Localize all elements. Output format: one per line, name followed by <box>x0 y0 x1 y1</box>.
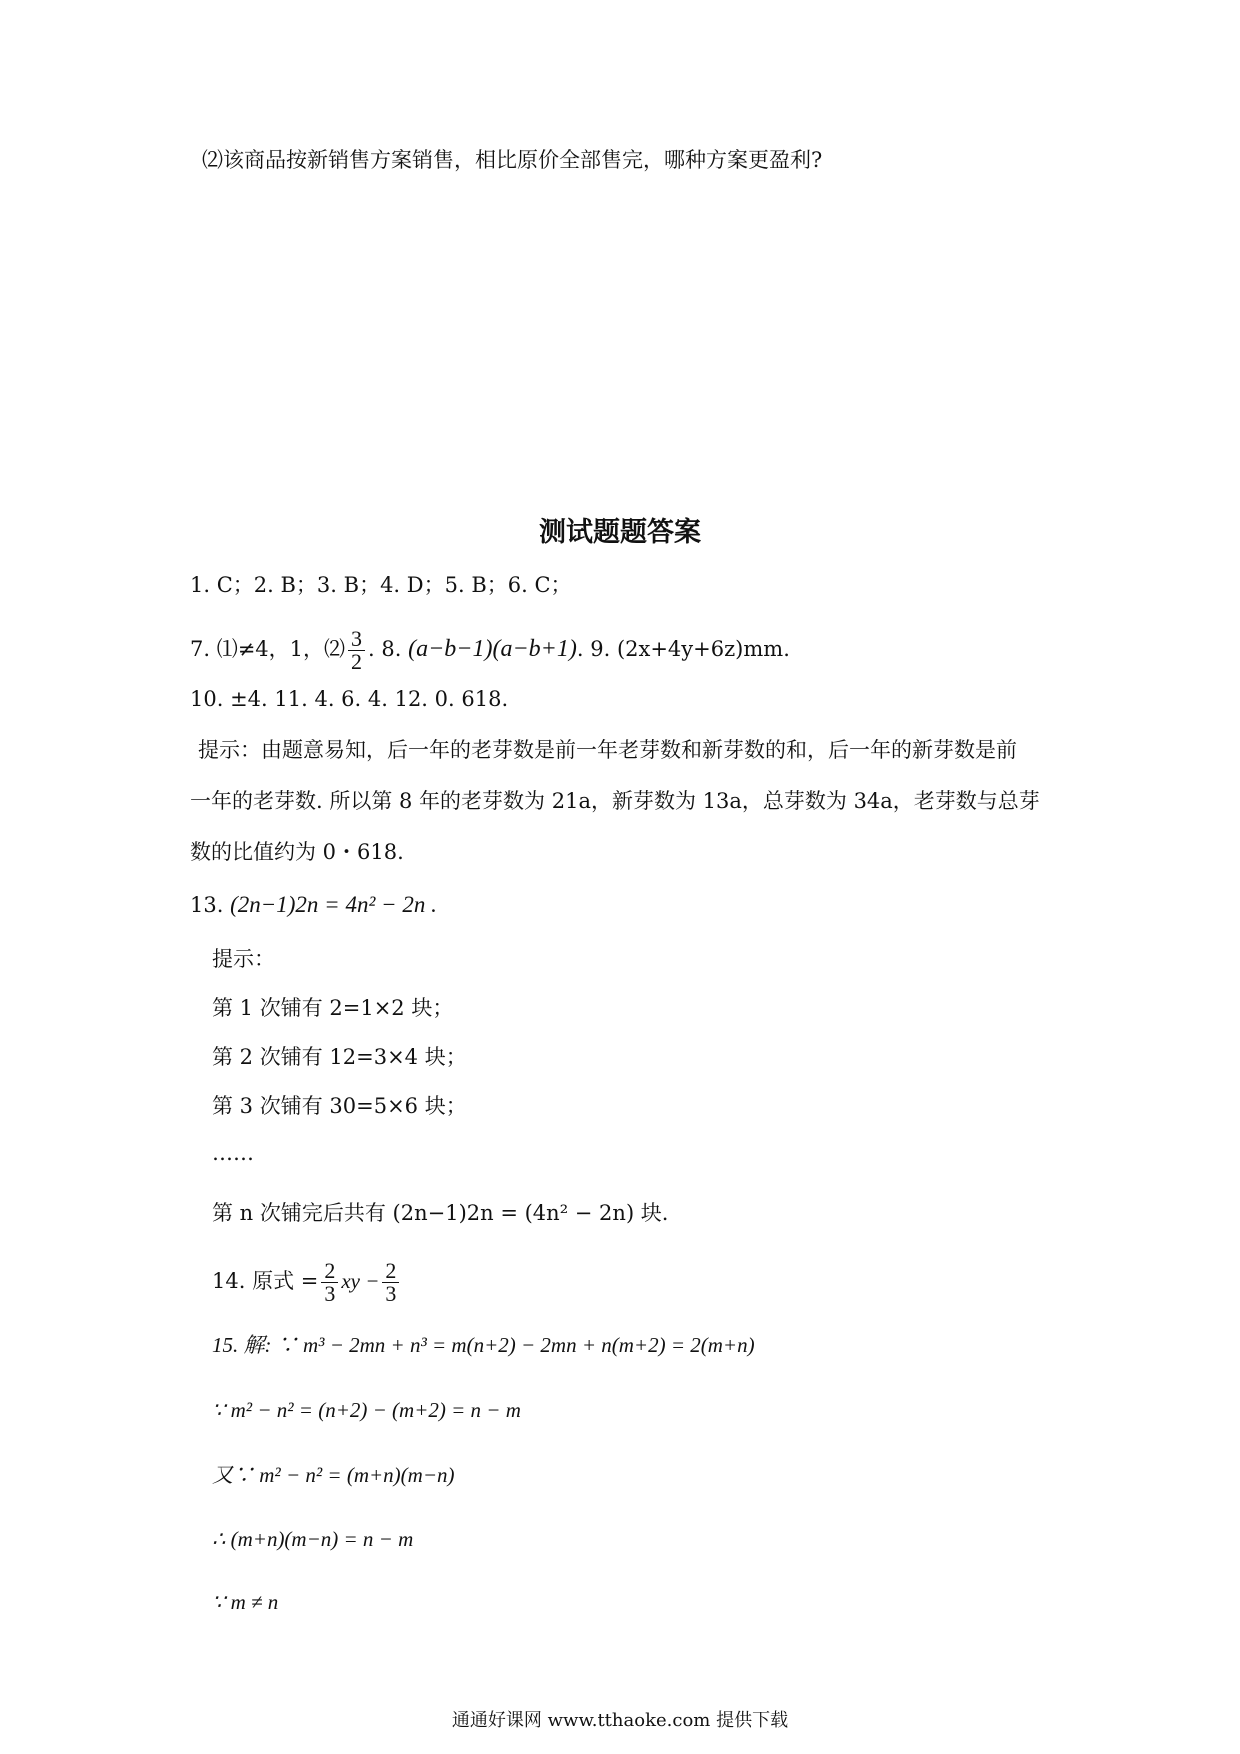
answers-title: 测试题题答案 <box>539 517 701 548</box>
hint-12-line-1: 提示：由题意易知，后一年的老芽数是前一年老芽数和新芽数的和，后一年的新芽数是前 <box>198 738 1017 762</box>
answer-15-line-4: ∴ (m+n)(m−n) = n − m <box>212 1527 414 1551</box>
q9-label: . 9. <box>576 637 611 661</box>
answer-line-10-12: 10. ±4. 11. 4. 6. 4. 12. 0. 618. <box>190 687 509 711</box>
hint-13-title: 提示： <box>212 947 275 971</box>
answer-15-line-5: ∵ m ≠ n <box>212 1590 279 1614</box>
answer-line-14 <box>212 1260 402 1305</box>
q13-expression: (2n−1)2n = 4n² − 2n . <box>230 892 437 917</box>
answer-line-7-9 <box>190 628 790 673</box>
q8-label: . 8. <box>368 637 402 661</box>
q7-prefix: 7. ⑴≠4，1，⑵ <box>190 637 346 661</box>
q14-prefix: 14. 原式 = <box>212 1269 319 1293</box>
answer-15-line-1: 15. 解: ∵ m³ − 2mn + n³ = m(n+2) − 2mn + n(m+2) = 2(m+n) <box>212 1333 755 1357</box>
q8-expression: (a−b−1)(a−b+1) <box>408 636 577 662</box>
page-footer: 通通好课网 www.tthaoke.com 提供下载 <box>451 1710 789 1731</box>
answer-line-13 <box>190 890 437 920</box>
answer-line-1: 1. C；2. B；3. B；4. D；5. B；6. C； <box>190 573 572 597</box>
hint-13-conclusion: 第 n 次铺完后共有 (2n−1)2n = (4n² − 2n) 块. <box>212 1201 669 1225</box>
question-part-2: ⑵该商品按新销售方案销售，相比原价全部售完，哪种方案更盈利? <box>202 148 823 172</box>
answer-15-line-3: 又∵ m² − n² = (m+n)(m−n) <box>212 1463 455 1487</box>
hint-13-step-1: 第 1 次铺有 2=1×2 块； <box>212 996 454 1020</box>
hint-13-ellipsis: …… <box>212 1141 254 1165</box>
q14-fraction-2: $\frac{2}{3}$ <box>382 1260 399 1305</box>
q13-label: 13. <box>190 893 224 917</box>
hint-12-line-3: 数的比值约为 0・618. <box>190 840 404 864</box>
q7-fraction: $\frac{3}{2}$ <box>348 628 365 673</box>
q14-middle: xy − <box>341 1269 380 1293</box>
hint-12-line-2: 一年的老芽数. 所以第 8 年的老芽数为 21a，新芽数为 13a，总芽数为 34a，老芽数与总芽 <box>190 789 1040 813</box>
answer-15-line-2: ∵ m² − n² = (n+2) − (m+2) = n − m <box>212 1398 521 1422</box>
hint-13-step-3: 第 3 次铺有 30=5×6 块； <box>212 1094 467 1118</box>
q9-value: (2x+4y+6z)mm. <box>616 637 790 661</box>
q14-fraction-1: $\frac{2}{3}$ <box>321 1260 338 1305</box>
hint-13-step-2: 第 2 次铺有 12=3×4 块； <box>212 1045 467 1069</box>
